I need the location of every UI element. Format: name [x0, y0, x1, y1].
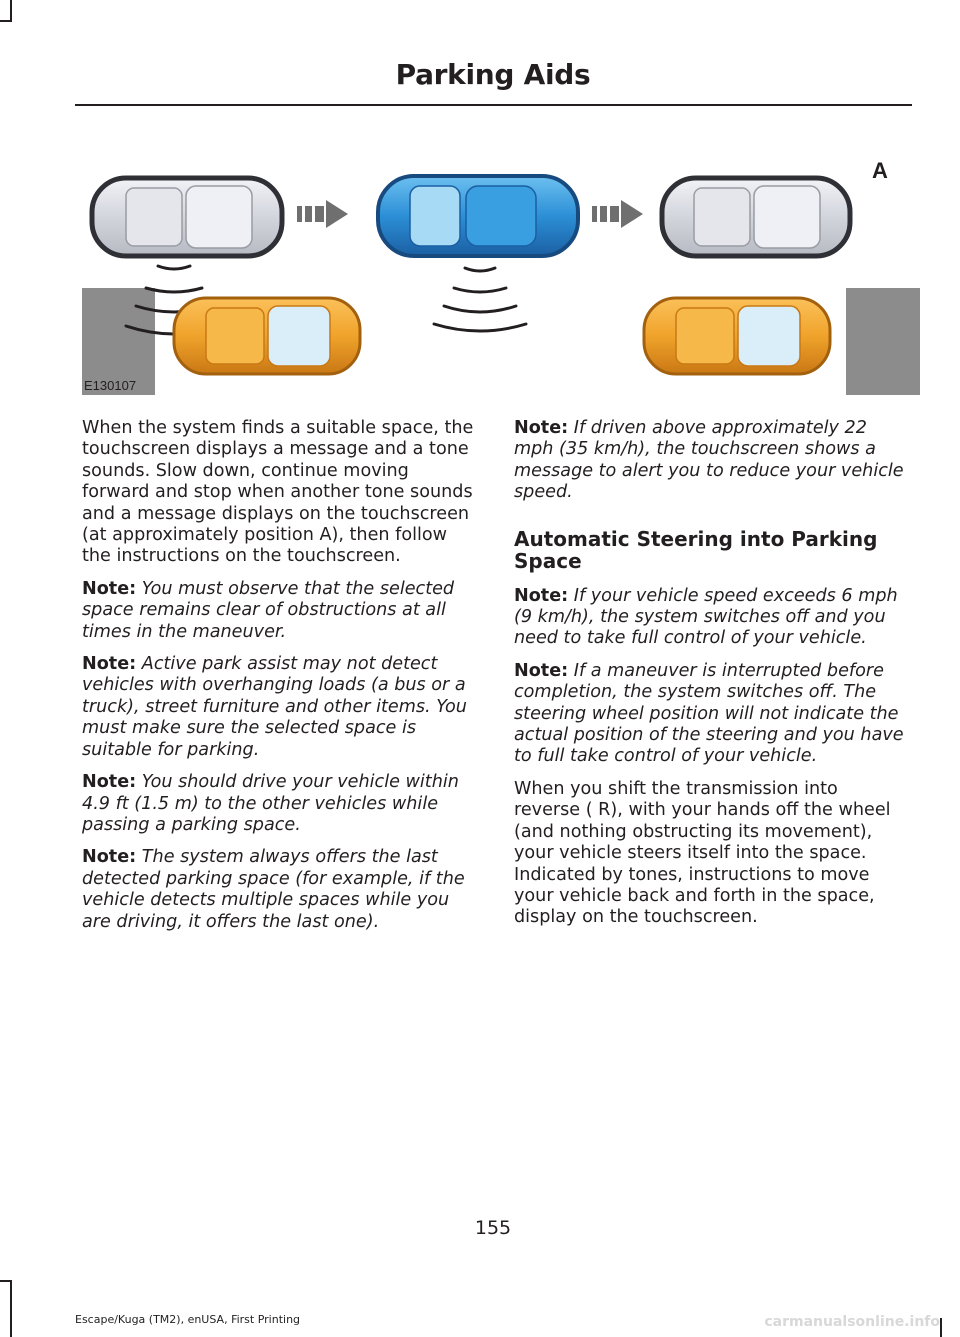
crop-mark-top-left-h: [0, 20, 12, 22]
parking-illustration: [82, 150, 920, 395]
curb-right: [846, 288, 920, 395]
sensor-waves-middle: [434, 268, 526, 331]
note-speed-warning: [514, 418, 909, 504]
orange-parked-car-right: [644, 298, 830, 374]
orange-parked-car-left: [174, 298, 360, 374]
arrow-right-icon: [297, 200, 348, 228]
watermark: carmanualsonline.info: [764, 1314, 940, 1330]
right-column: [514, 418, 909, 940]
page-number: 155: [474, 1217, 512, 1239]
steering-paragraph: When you shift the transmission into reverse ( R), with your hands off the wheel (and nothing obstructing its movement), your vehicle steers itself into the space. Indicated by tones, instructions to move your vehicle back and forth in the space, display on the touchscreen.: [514, 778, 891, 928]
crop-mark-bottom-right-v: [940, 1318, 942, 1337]
note-text: You should drive your vehicle within 4.9 ft (1.5 m) to the other vehicles while passing a parking space.: [82, 772, 459, 835]
position-label-a: A: [872, 158, 888, 183]
arrow-right-icon: [592, 200, 643, 228]
note-label: Note:: [82, 578, 137, 599]
note-text: If your vehicle speed exceeds 6 mph (9 km/h), the system switches off and you need to take full control of your vehicle.: [514, 585, 898, 649]
note-label: Note:: [514, 585, 569, 606]
note-3: [82, 772, 477, 836]
section-heading: Automatic Steering into Parking Space: [514, 526, 878, 573]
left-column: [82, 418, 477, 944]
footer-text: Escape/Kuga (TM2), enUSA, First Printing: [75, 1313, 301, 1326]
note-text: If driven above approximately 22 mph (35 km/h), the touchscreen shows a message to alert you to reduce your vehicle speed.: [514, 418, 904, 503]
note-label: Note:: [82, 654, 137, 675]
page-title: Parking Aids: [395, 58, 591, 91]
crop-mark-top-left-v: [10, 0, 12, 22]
note-text: If a maneuver is interrupted before completion, the system switches off. The steering wheel position will not indicate the actual position of the steering and you have to full take control of your vehicle.: [514, 660, 904, 767]
crop-mark-bottom-left-v: [10, 1280, 12, 1337]
note-text: The system always offers the last detected parking space (for example, if the vehicle detects multiple spaces while you are driving, it offers the last one).: [82, 847, 465, 932]
note-6: [514, 661, 909, 768]
note-text: You must observe that the selected space remains clear of obstructions at all times in the maneuver.: [82, 578, 455, 642]
note-4: [82, 847, 477, 933]
note-label: Note:: [82, 772, 137, 793]
header-divider: [75, 104, 912, 106]
silver-car-end: [662, 178, 850, 256]
silver-car-start: [92, 178, 282, 256]
image-code: E130107: [84, 378, 137, 393]
note-text: Active park assist may not detect vehicles with overhanging loads (a bus or a truck), street furniture and other items. You must make sure the selected space is suitable for parking.: [82, 654, 467, 760]
note-5: [514, 586, 909, 650]
note-2: [82, 654, 477, 761]
note-label: Note:: [514, 418, 569, 438]
intro-paragraph: When the system finds a suitable space, the touchscreen displays a message and a tone sounds. Slow down, continue moving forward and stop when another tone sounds and a message displays on the touchscreen (at approximately position A), then follow the instructions on the touchscreen.: [82, 418, 474, 567]
crop-mark-bottom-left-h: [0, 1280, 12, 1282]
blue-car-active: [378, 176, 578, 256]
note-label: Note:: [82, 847, 137, 868]
note-1: [82, 579, 477, 643]
note-label: Note:: [514, 660, 569, 681]
